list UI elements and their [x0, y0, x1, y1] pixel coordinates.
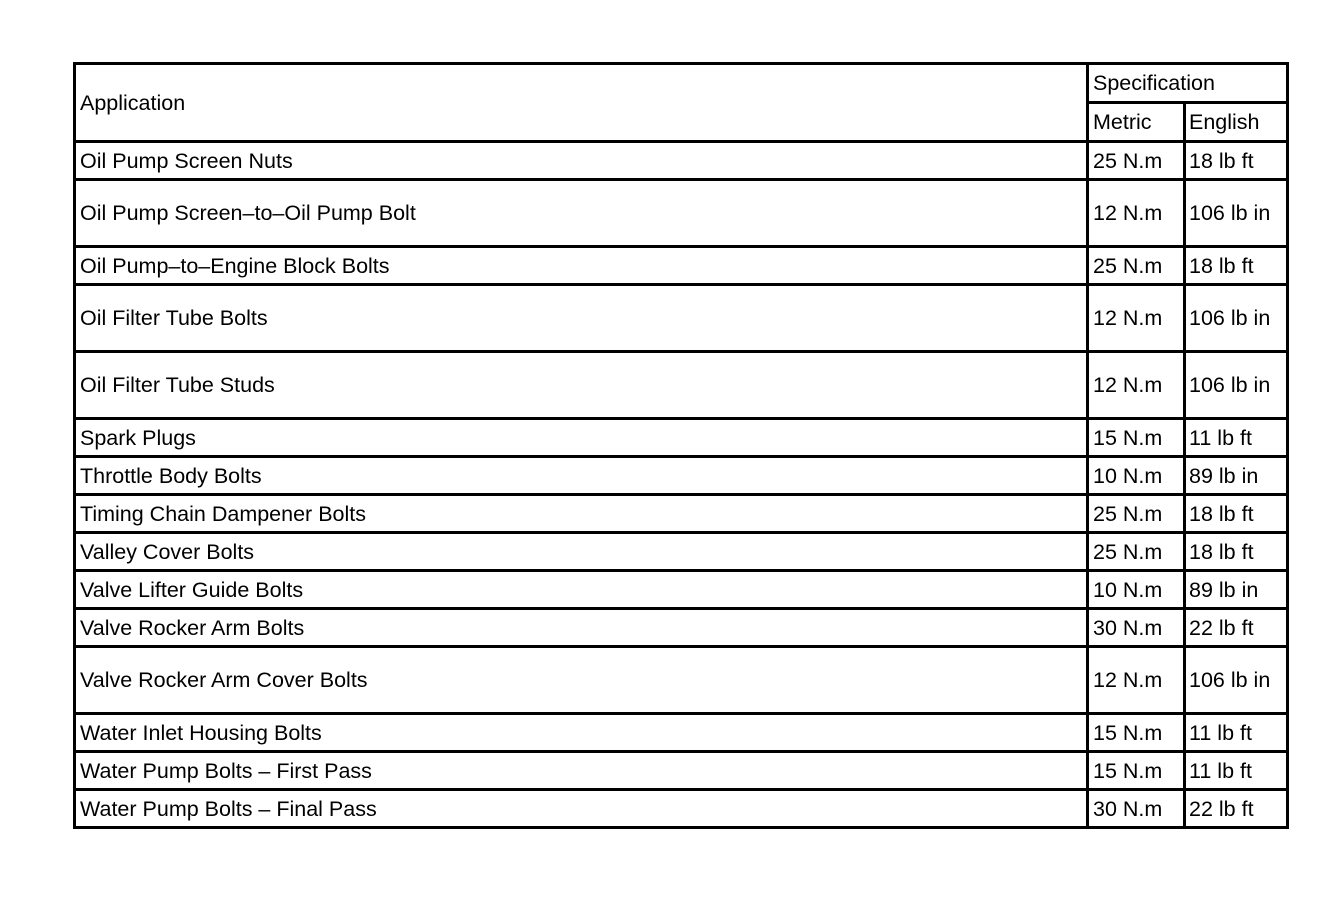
english-cell: 89 lb in [1185, 457, 1288, 495]
metric-cell: 15 N.m [1088, 752, 1185, 790]
table-row [75, 352, 1288, 419]
application-cell: Valve Rocker Arm Bolts [75, 609, 1088, 647]
application-cell: Oil Filter Tube Bolts [75, 285, 1088, 352]
table-row [75, 714, 1288, 752]
table-row [75, 571, 1288, 609]
application-cell: Oil Pump Screen Nuts [75, 142, 1088, 180]
table-row [75, 142, 1288, 180]
english-cell: 18 lb ft [1185, 495, 1288, 533]
application-cell: Oil Pump Screen–to–Oil Pump Bolt [75, 180, 1088, 247]
application-cell: Valley Cover Bolts [75, 533, 1088, 571]
english-cell: 22 lb ft [1185, 790, 1288, 828]
english-cell: 11 lb ft [1185, 419, 1288, 457]
metric-cell: 12 N.m [1088, 647, 1185, 714]
metric-cell: 25 N.m [1088, 533, 1185, 571]
metric-cell: 30 N.m [1088, 790, 1185, 828]
metric-cell: 15 N.m [1088, 714, 1185, 752]
application-cell: Spark Plugs [75, 419, 1088, 457]
english-cell: 106 lb in [1185, 180, 1288, 247]
english-cell: 22 lb ft [1185, 609, 1288, 647]
application-cell: Valve Lifter Guide Bolts [75, 571, 1088, 609]
metric-cell: 15 N.m [1088, 419, 1185, 457]
metric-cell: 12 N.m [1088, 352, 1185, 419]
table-row [75, 752, 1288, 790]
table-row [75, 180, 1288, 247]
metric-cell: 30 N.m [1088, 609, 1185, 647]
metric-cell: 25 N.m [1088, 247, 1185, 285]
application-cell: Oil Filter Tube Studs [75, 352, 1088, 419]
metric-cell: 10 N.m [1088, 571, 1185, 609]
english-cell: 106 lb in [1185, 647, 1288, 714]
english-cell: 18 lb ft [1185, 142, 1288, 180]
table-row [75, 247, 1288, 285]
metric-cell: 25 N.m [1088, 142, 1185, 180]
metric-cell: 25 N.m [1088, 495, 1185, 533]
table-row [75, 285, 1288, 352]
application-cell: Timing Chain Dampener Bolts [75, 495, 1088, 533]
english-cell: 18 lb ft [1185, 247, 1288, 285]
table-body [75, 64, 1288, 828]
table-row [75, 533, 1288, 571]
english-cell: 11 lb ft [1185, 752, 1288, 790]
english-cell: 11 lb ft [1185, 714, 1288, 752]
english-cell: 89 lb in [1185, 571, 1288, 609]
english-cell: 106 lb in [1185, 352, 1288, 419]
application-cell: Throttle Body Bolts [75, 457, 1088, 495]
table-row [75, 609, 1288, 647]
table-row [75, 457, 1288, 495]
header-row [75, 64, 1288, 103]
header-metric: Metric [1088, 103, 1185, 142]
english-cell: 106 lb in [1185, 285, 1288, 352]
header-application: Application [75, 64, 1088, 142]
header-specification: Specification [1088, 64, 1288, 103]
table-row [75, 419, 1288, 457]
application-cell: Water Pump Bolts – Final Pass [75, 790, 1088, 828]
table-row [75, 790, 1288, 828]
table-row [75, 647, 1288, 714]
application-cell: Valve Rocker Arm Cover Bolts [75, 647, 1088, 714]
english-cell: 18 lb ft [1185, 533, 1288, 571]
metric-cell: 12 N.m [1088, 180, 1185, 247]
table-row [75, 495, 1288, 533]
header-english: English [1185, 103, 1288, 142]
torque-spec-table [73, 62, 1289, 829]
application-cell: Oil Pump–to–Engine Block Bolts [75, 247, 1088, 285]
metric-cell: 12 N.m [1088, 285, 1185, 352]
application-cell: Water Inlet Housing Bolts [75, 714, 1088, 752]
application-cell: Water Pump Bolts – First Pass [75, 752, 1088, 790]
metric-cell: 10 N.m [1088, 457, 1185, 495]
